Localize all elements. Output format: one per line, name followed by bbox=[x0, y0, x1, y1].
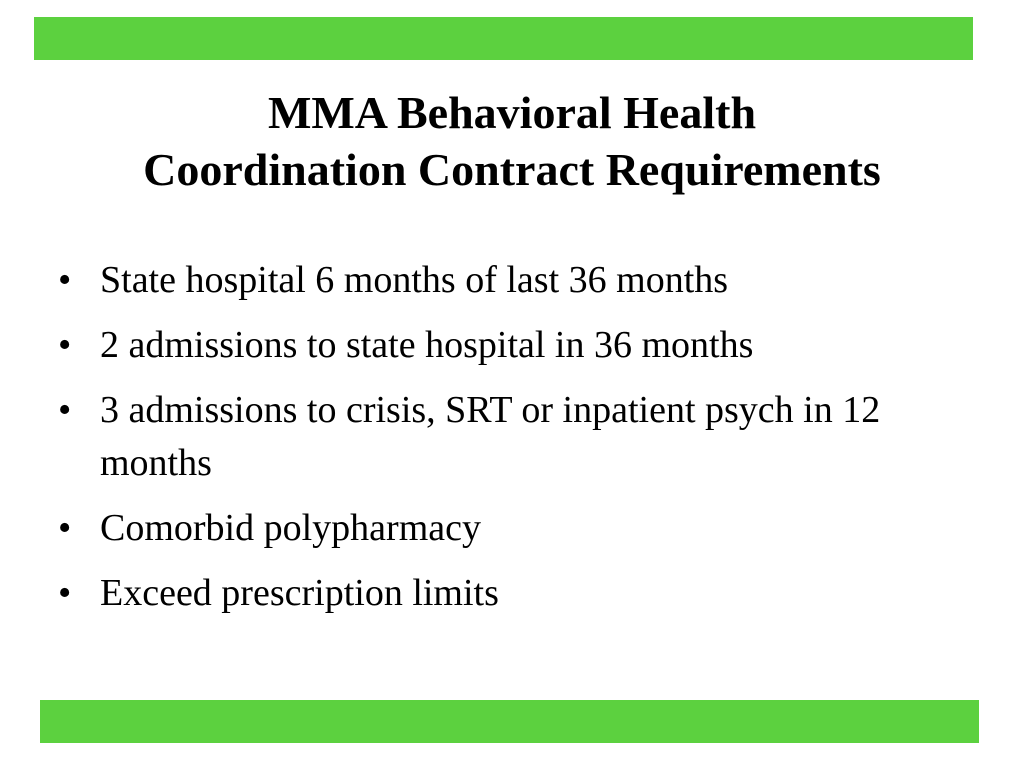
bullet-text: State hospital 6 months of last 36 months bbox=[100, 259, 729, 301]
bullet-item bbox=[58, 567, 958, 620]
top-accent-bar bbox=[34, 17, 973, 60]
bullet-item bbox=[58, 319, 958, 372]
bullet-icon: • bbox=[58, 507, 72, 549]
bullet-item bbox=[58, 254, 958, 307]
bullet-item bbox=[58, 384, 958, 490]
bullet-icon: • bbox=[58, 259, 72, 301]
bottom-accent-bar bbox=[40, 700, 979, 743]
bullet-list bbox=[58, 254, 958, 632]
bullet-text: 3 admissions to crisis, SRT or inpatient psych in 12 months bbox=[100, 389, 881, 484]
title-line-1: MMA Behavioral Health bbox=[267, 87, 757, 138]
bullet-icon: • bbox=[58, 389, 72, 431]
bullet-icon: • bbox=[58, 324, 72, 366]
bullet-icon: • bbox=[58, 572, 72, 614]
bullet-item bbox=[58, 502, 958, 555]
bullet-text: 2 admissions to state hospital in 36 months bbox=[100, 324, 754, 366]
title-line-2: Coordination Contract Requirements bbox=[143, 144, 881, 195]
slide-title bbox=[40, 84, 984, 198]
bullet-text: Comorbid polypharmacy bbox=[100, 507, 481, 549]
bullet-text: Exceed prescription limits bbox=[100, 572, 499, 614]
